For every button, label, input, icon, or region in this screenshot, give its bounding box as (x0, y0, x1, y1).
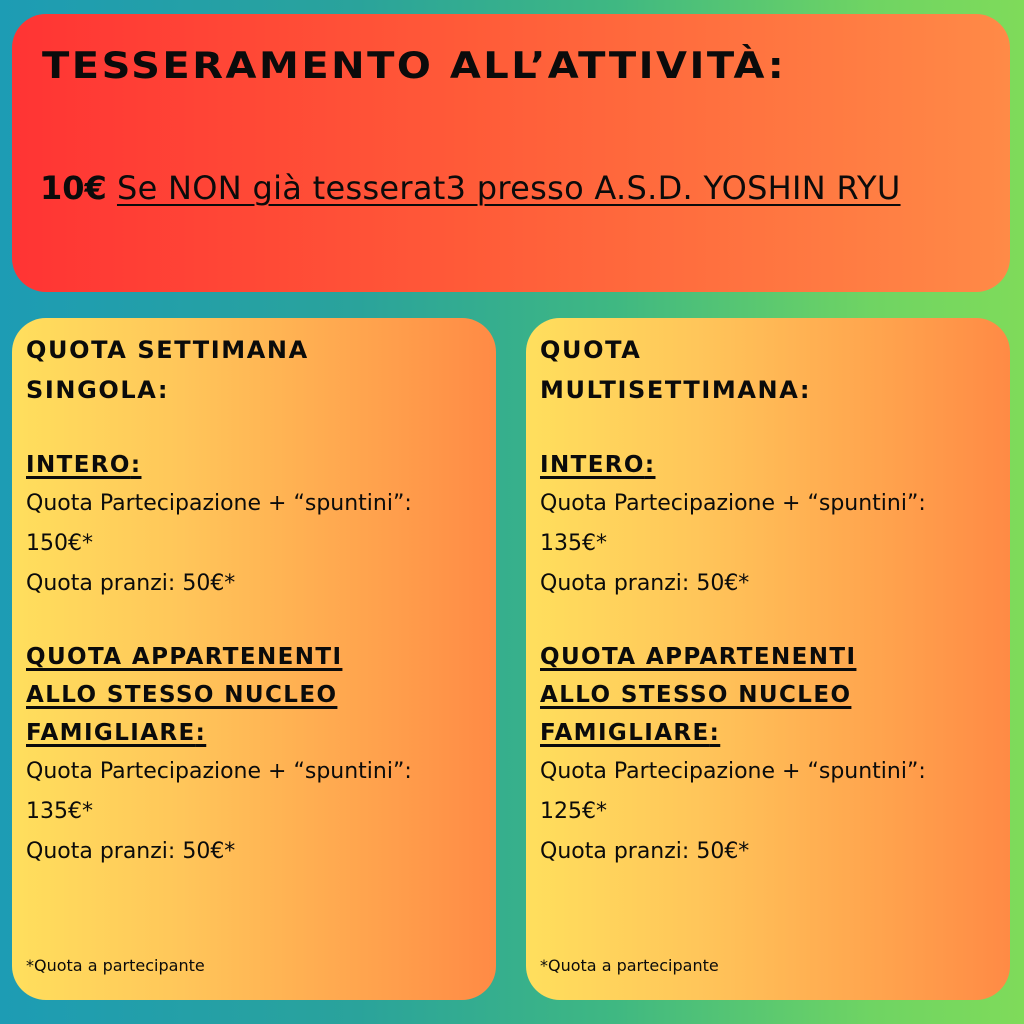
fee-amount: 10€ (40, 169, 107, 207)
footnote: *Quota a partecipante (540, 956, 719, 975)
single-week-card (12, 318, 496, 1000)
family-heading-line3 (26, 714, 482, 752)
card-title-line2: MULTISETTIMANA: (540, 376, 812, 404)
family-heading-line2: ALLO STESSO NUCLEO (26, 682, 338, 708)
footnote: *Quota a partecipante (26, 956, 205, 975)
family-heading-line1: QUOTA APPARTENENTI (26, 644, 343, 670)
family-heading-line3 (540, 714, 996, 752)
intero-heading-colon: : (130, 452, 142, 478)
intero-participation-label: Quota Partecipazione + “spuntini”: (540, 491, 926, 516)
intero-lunch-price: Quota pranzi: 50€* (540, 571, 750, 596)
intero-heading-text: INTERO (26, 452, 131, 478)
family-lunch-price: Quota pranzi: 50€* (26, 839, 236, 864)
family-heading-line3-text: FAMIGLIARE (540, 720, 710, 746)
family-participation-label: Quota Partecipazione + “spuntini”: (26, 759, 412, 784)
multi-week-card (526, 318, 1010, 1000)
family-heading-colon: : (709, 720, 721, 746)
family-heading-line3-text: FAMIGLIARE (26, 720, 196, 746)
intero-heading-colon: : (644, 452, 656, 478)
fee-description: Se NON già tesserat3 presso A.S.D. YOSHIN RYU (116, 169, 901, 207)
family-heading-line1: QUOTA APPARTENENTI (540, 644, 857, 670)
family-participation-price: 125€* (540, 799, 607, 824)
family-lunch-price: Quota pranzi: 50€* (540, 839, 750, 864)
card-title-line2: SINGOLA: (26, 376, 170, 404)
intero-participation-price: 150€* (26, 531, 93, 556)
intero-participation-label: Quota Partecipazione + “spuntini”: (26, 491, 412, 516)
intero-heading-text: INTERO (540, 452, 645, 478)
intero-lunch-price: Quota pranzi: 50€* (26, 571, 236, 596)
family-heading-colon: : (195, 720, 207, 746)
membership-fee (40, 166, 901, 210)
page-title: TESSERAMENTO ALL’ATTIVITÀ: (42, 44, 787, 88)
family-participation-price: 135€* (26, 799, 93, 824)
intero-participation-price: 135€* (540, 531, 607, 556)
intero-heading (540, 446, 996, 484)
family-participation-label: Quota Partecipazione + “spuntini”: (540, 759, 926, 784)
membership-banner (12, 14, 1010, 292)
card-title-line1: QUOTA SETTIMANA (26, 336, 309, 364)
family-heading-line2: ALLO STESSO NUCLEO (540, 682, 852, 708)
intero-heading (26, 446, 482, 484)
card-title-line1: QUOTA (540, 336, 642, 364)
